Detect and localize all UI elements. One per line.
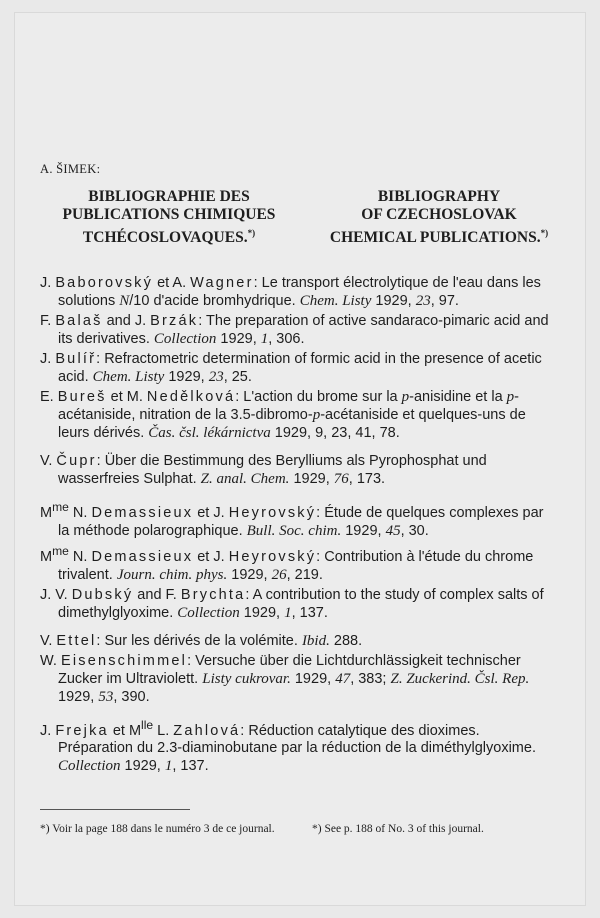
entry-text: /10 d'acide bromhydrique. [129, 293, 300, 309]
author-name: Balaš [55, 313, 103, 329]
citation-italic: Collection [177, 604, 240, 621]
author-name: Čupr [56, 453, 97, 469]
entry-text: et J. [193, 504, 229, 521]
citation-italic: Chem. Listy [92, 369, 165, 385]
entry-text: V. [40, 453, 57, 469]
author-name: Heyrovský [228, 504, 317, 521]
title-en-line-3: CHEMICAL PUBLICATIONS.*) [329, 228, 549, 247]
citation-italic: Collection [58, 758, 121, 775]
entry-text: : The preparation of active sandaraco-pimaric acid and its derivatives. [58, 313, 549, 347]
author-name: Demassieux [91, 548, 194, 565]
entry-text: J. [40, 722, 56, 739]
entry-text: , 30. [400, 522, 429, 539]
author-name: Bureš [57, 389, 107, 405]
entry-text: F. [40, 313, 56, 329]
citation-italic: Z. anal. Chem. [200, 471, 290, 487]
author-name: Wagner [190, 275, 254, 291]
footnote-rule [40, 809, 190, 810]
citation-italic: 23 [415, 293, 431, 309]
author-name: Demassieux [91, 504, 194, 521]
entry-text: 1929, [164, 369, 209, 385]
citation-italic: p [506, 389, 515, 405]
entry-text: 1929, [227, 566, 272, 583]
entry-text: : A contribution to the study of complex salts of dimethylglyoxime. [58, 586, 544, 621]
bibliography-entry [40, 498, 558, 540]
entry-text: et M [108, 722, 142, 739]
author-name: Baborovský [55, 275, 154, 291]
bibliography-entry [40, 652, 558, 706]
citation-italic: Z. Zuckerind. Čsl. Rep. [390, 670, 530, 687]
author-name: Brzák [150, 313, 199, 329]
entry-text: W. [40, 652, 61, 669]
entry-text: 1929, [341, 522, 386, 539]
title-fr-line-3: TCHÉCOSLOVAQUES.*) [82, 228, 256, 247]
title-fr-footnote-marker: *) [247, 228, 256, 238]
entry-text: M [40, 548, 53, 565]
author-name: Brychta [180, 586, 246, 603]
entry-text: 1929, [289, 471, 334, 487]
entry-text: me [52, 500, 69, 514]
citation-italic: Bull. Soc. chim. [246, 522, 342, 539]
entry-text: -acétaniside, nitration de la 3.5-dibromo- [58, 389, 520, 423]
entry-text: J. V. [40, 586, 72, 603]
bibliography-entry [40, 388, 558, 442]
title-fr-line-1: BIBLIOGRAPHIE DES [88, 188, 250, 205]
journal-page [14, 12, 586, 906]
citation-italic: Ibid. [301, 632, 330, 649]
footnote-french: *) Voir la page 188 dans le numéro 3 de ce journal. [40, 823, 275, 835]
entry-text: et J. [193, 548, 229, 565]
bilingual-title [34, 188, 574, 260]
citation-italic: 23 [208, 369, 224, 385]
title-fr-line-2: PUBLICATIONS CHIMIQUES [62, 206, 276, 223]
footnote-english: *) See p. 188 of No. 3 of this journal. [312, 823, 484, 835]
entry-text: : Sur les dérivés de la volémite. [96, 632, 302, 649]
entry-text: , 25. [223, 369, 252, 385]
author-heading: A. ŠIMEK: [40, 162, 101, 176]
citation-italic: 26 [271, 566, 287, 583]
entry-text: lle [141, 717, 154, 732]
citation-italic: p [312, 407, 321, 423]
citation-italic: Chem. Listy [299, 293, 372, 309]
citation-italic: 53 [98, 688, 114, 705]
citation-italic: 1 [284, 604, 292, 621]
title-en-footnote-marker: *) [540, 228, 549, 238]
entry-text: 1929, [120, 758, 165, 775]
author-name: Ettel [56, 632, 97, 649]
entry-text: : Refractometric determination of formic acid in the presence of acetic acid. [58, 351, 542, 385]
entry-text: 1929, [371, 293, 416, 309]
entry-text: : Étude de quelques complexes par la méthode polarographique. [58, 504, 544, 539]
entry-text: , 137. [172, 758, 209, 775]
entry-text: 1929, [216, 331, 261, 347]
author-name: Nedělková [146, 389, 236, 405]
entry-text: 288. [329, 632, 363, 649]
author-name: Zahlová [173, 722, 241, 739]
entry-text: , 137. [291, 604, 328, 621]
entry-text: L. [153, 722, 174, 739]
citation-italic: Listy cukrovar. [202, 670, 291, 687]
bibliography-entry [40, 312, 558, 348]
entry-text: et A. [153, 275, 191, 291]
title-en-line-2: OF CZECHOSLOVAK [361, 206, 517, 223]
entry-text: , 383; [350, 670, 391, 687]
entry-text: : Le transport électrolytique de l'eau dans les solutions [58, 275, 541, 309]
entry-text: N. [68, 548, 92, 565]
entry-text: : Réduction catalytique des dioximes. Préparation du 2.3-diaminobutane par la réduction de la diméthylglyoxime. [58, 722, 536, 757]
entry-text: N. [68, 504, 92, 521]
entry-text: 1929, 9, 23, 41, 78. [270, 425, 400, 441]
entry-text: J. [40, 351, 56, 367]
author-name: Frejka [55, 722, 109, 739]
entry-text: -anisidine et la [409, 389, 507, 405]
entry-text: 1929, [58, 688, 99, 705]
citation-italic: Journ. chim. phys. [116, 566, 228, 583]
author-name: Dubský [71, 586, 134, 603]
bibliography-entry [40, 274, 558, 310]
author-name: Bulíř [55, 351, 97, 367]
entry-text: 1929, [239, 604, 285, 621]
author-name: Eisenschimmel [60, 652, 188, 669]
title-french [34, 188, 304, 247]
entry-text: , 390. [113, 688, 150, 705]
entry-text: M [40, 504, 53, 521]
author-name: Heyrovský [228, 548, 317, 565]
bibliography-entry [40, 542, 558, 584]
footnotes [40, 822, 558, 862]
bibliography-entry [40, 716, 558, 776]
entry-text: V. [40, 632, 57, 649]
entry-text: : Versuche über die Lichtdurchlässigkeit technischer Zucker im Ultraviolett. [58, 652, 521, 687]
entry-text: -acétaniside et quelques-uns de leurs dérivés. [58, 407, 526, 441]
citation-italic: 76 [333, 471, 349, 487]
entry-text: : Contribution à l'étude du chrome trivalent. [58, 548, 534, 583]
citation-italic: p [401, 389, 410, 405]
citation-italic: 1 [164, 758, 173, 775]
bibliography-entry [40, 632, 558, 650]
entry-text: : L'action du brome sur la [235, 389, 402, 405]
citation-italic: 45 [385, 522, 401, 539]
entry-text: et M. [106, 389, 147, 405]
entry-text: , 306. [268, 331, 305, 347]
entry-text: J. [40, 275, 56, 291]
entry-text: E. [40, 389, 58, 405]
entry-text: 1929, [290, 670, 336, 687]
citation-italic: 47 [335, 670, 351, 687]
title-english [304, 188, 574, 247]
entry-text: me [52, 543, 69, 558]
bibliography-entry [40, 452, 558, 488]
entry-text: , 173. [348, 471, 386, 487]
citation-italic: N [119, 293, 130, 309]
entry-text: : Über die Bestimmung des Berylliums als Pyrophosphat und wasserfreies Sulphat. [58, 453, 487, 487]
citation-italic: Čas. čsl. lékárnictva [148, 425, 271, 441]
title-en-line-1: BIBLIOGRAPHY [377, 188, 501, 205]
entry-text: , 219. [286, 566, 323, 583]
citation-italic: 1 [260, 331, 269, 347]
entry-text: and F. [133, 586, 181, 603]
bibliography-entry [40, 350, 558, 386]
bibliography-list [40, 274, 558, 777]
citation-italic: Collection [153, 331, 217, 347]
bibliography-entry [40, 586, 558, 622]
entry-text: and J. [102, 313, 151, 329]
entry-text: , 97. [430, 293, 459, 309]
